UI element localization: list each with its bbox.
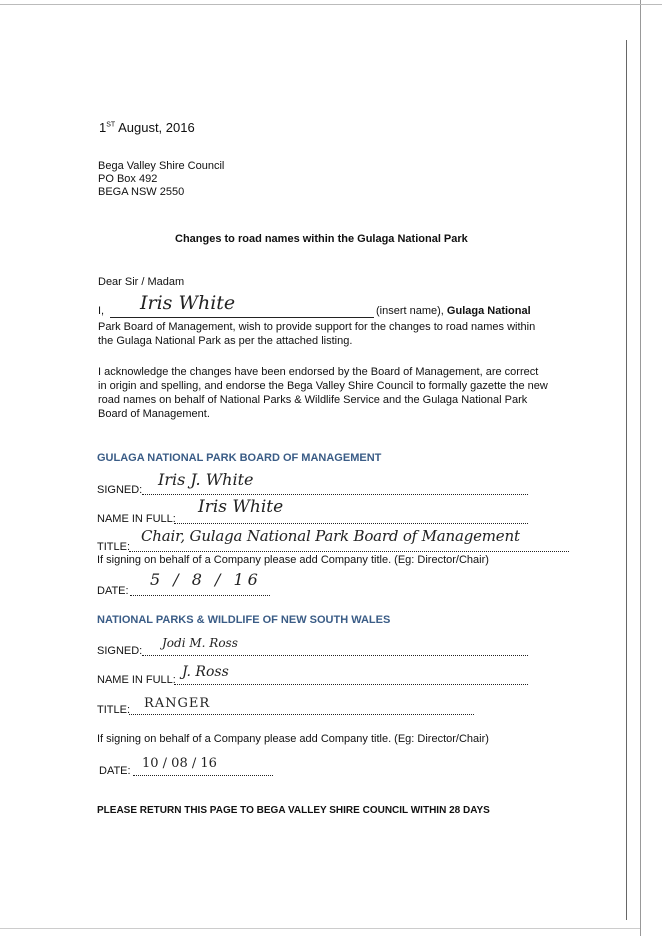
npws-heading: NATIONAL PARKS & WILDLIFE OF NEW SOUTH WALES (97, 614, 391, 626)
gulaga-title-line (129, 551, 569, 552)
gulaga-date-line (130, 595, 270, 596)
gulaga-name-line (174, 523, 528, 524)
salutation: Dear Sir / Madam (98, 276, 185, 288)
gulaga-title-label: TITLE: (97, 541, 131, 553)
declaration-continuation: Park Board of Management, wish to provide support for the changes to road names within the Gulaga National Park as per the attached listing. (98, 321, 536, 347)
declaration-prefix: I, (98, 305, 105, 317)
date-day: 1 (99, 120, 107, 135)
npws-signed-label: SIGNED: (97, 645, 143, 657)
gulaga-signed-value: Iris J. White (158, 470, 254, 489)
gulaga-name-label: NAME IN FULL: (97, 513, 176, 525)
npws-name-value: J. Ross (182, 664, 229, 680)
scan-edge-right-outer (640, 0, 641, 936)
npws-date-label: DATE: (99, 765, 131, 777)
gulaga-signed-label: SIGNED: (97, 484, 143, 496)
date-rest: August, 2016 (115, 120, 195, 135)
scan-edge-bottom (0, 928, 640, 929)
gulaga-date-label: DATE: (97, 585, 129, 597)
npws-signed-value: Jodi M. Ross (162, 636, 238, 650)
subject-heading: Changes to road names within the Gulaga National Park (175, 233, 468, 245)
date-suffix: ST (106, 121, 116, 129)
npws-date-line (133, 775, 273, 776)
gulaga-date-value: 5 / 8 / 16 (150, 570, 262, 589)
letter-date (99, 120, 195, 135)
npws-name-line (174, 684, 528, 685)
npws-title-line (129, 714, 474, 715)
insert-name-label: (insert name), (376, 305, 447, 317)
npws-title-label: TITLE: (97, 704, 131, 716)
gulaga-name-value: Iris White (198, 497, 284, 517)
scan-edge-right (626, 40, 627, 920)
gulaga-company-note: If signing on behalf of a Company please add Company title. (Eg: Director/Chair) (97, 554, 489, 566)
address-line-2: PO Box 492 (98, 173, 158, 185)
acknowledgement-paragraph: I acknowledge the changes have been endorsed by the Board of Management, are correct in origin and spelling, and endorse the Bega Valley Shire Council to formally gazette the new road names on behalf of National Parks & Wildlife Service and the Gulaga National Park Board of Management. (98, 366, 548, 420)
declaration-insert-label (376, 305, 531, 317)
return-instruction: PLEASE RETURN THIS PAGE TO BEGA VALLEY SHIRE COUNCIL WITHIN 28 DAYS (97, 805, 490, 816)
npws-signed-line (142, 655, 528, 656)
name-blank-line (110, 317, 374, 318)
gulaga-title-value: Chair, Gulaga National Park Board of Management (141, 527, 520, 545)
insert-name-bold: Gulaga National (446, 305, 531, 317)
scan-edge-top (0, 4, 662, 5)
address-line-3: BEGA NSW 2550 (98, 186, 185, 198)
gulaga-heading: GULAGA NATIONAL PARK BOARD OF MANAGEMENT (97, 452, 382, 464)
npws-date-value: 10 / 08 / 16 (142, 756, 217, 771)
npws-company-note: If signing on behalf of a Company please add Company title. (Eg: Director/Chair) (97, 733, 489, 745)
address-line-1: Bega Valley Shire Council (98, 160, 225, 172)
gulaga-signed-line (142, 494, 528, 495)
declaration-handwritten-name: Iris White (140, 292, 236, 314)
npws-name-label: NAME IN FULL: (97, 674, 176, 686)
npws-title-value: RANGER (144, 696, 211, 711)
